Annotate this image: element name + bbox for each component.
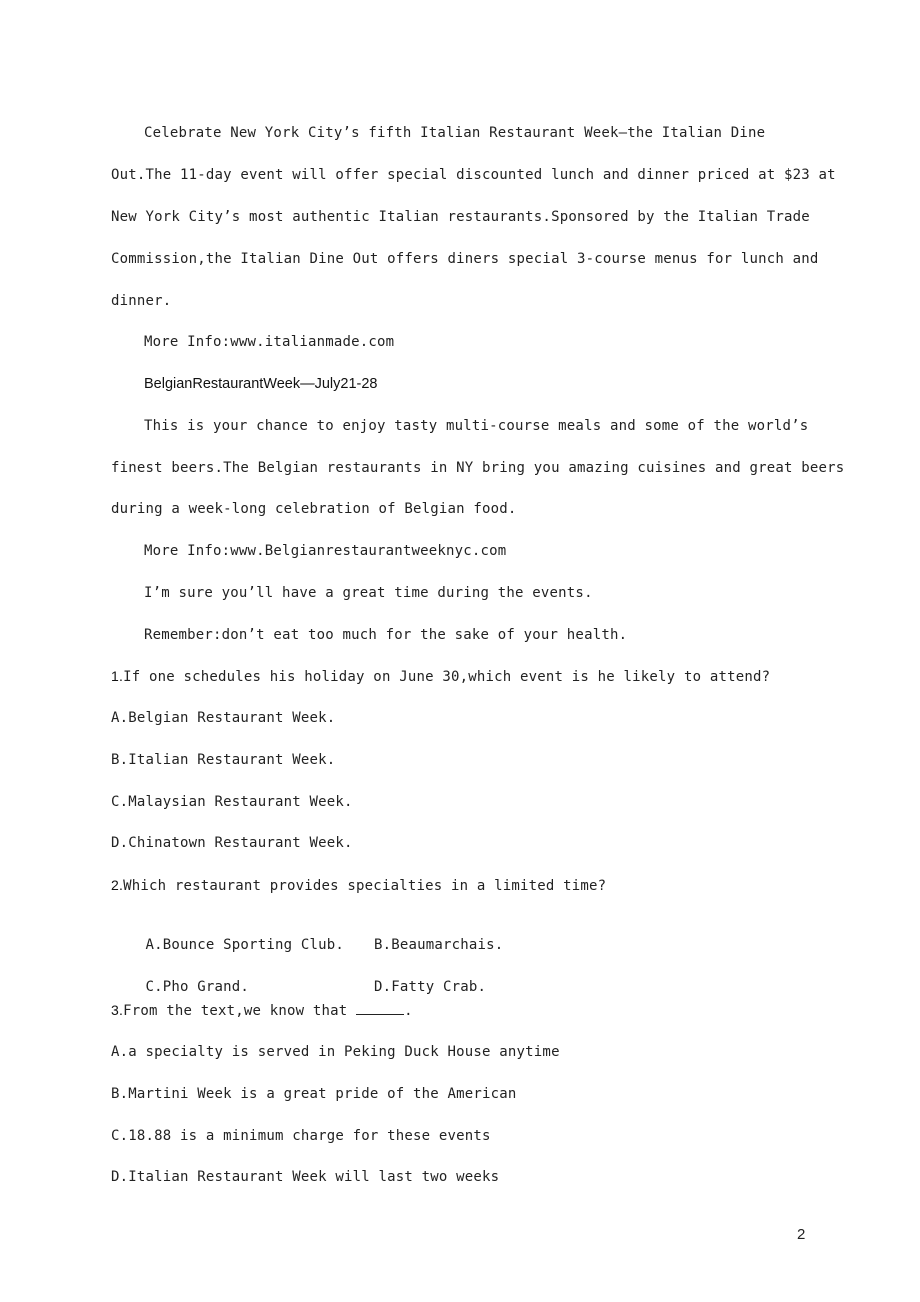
paragraph-line: during a week-long celebration of Belgian food. [111,501,517,517]
option-d: D.Italian Restaurant Week will last two weeks [111,1169,500,1185]
page-number: 2 [797,1226,806,1243]
paragraph-line: finest beers.The Belgian restaurants in NY bring you amazing cuisines and great beers [111,460,845,476]
question-text: Which restaurant provides specialties in a limited time? [123,878,607,894]
question-1 [111,667,770,686]
paragraph-line: Celebrate New York City’s fifth Italian Restaurant Week—the Italian Dine [144,125,766,141]
more-info-italian: More Info:www.italianmade.com [144,334,395,350]
option-a: A.Belgian Restaurant Week. [111,710,336,726]
option-c: C.Malaysian Restaurant Week. [111,794,353,810]
option-a: A.Bounce Sporting Club. [145,937,344,953]
option-c: C.18.88 is a minimum charge for these events [111,1128,491,1144]
option-b: B.Italian Restaurant Week. [111,752,336,768]
question-2 [111,876,606,895]
section-heading-belgian: BelgianRestaurantWeek—July21-28 [144,376,378,392]
question-end: . [404,1003,413,1019]
more-info-belgian: More Info:www.Belgianrestaurantweeknyc.com [144,543,507,559]
question-number: 2. [111,877,124,893]
paragraph-line: Commission,the Italian Dine Out offers diners special 3-course menus for lunch and [111,251,819,267]
answer-blank [356,1001,404,1015]
option-b: B.Martini Week is a great pride of the American [111,1086,517,1102]
question-3 [111,1001,413,1020]
option-b: B.Beaumarchais. [374,937,504,953]
paragraph-line: dinner. [111,293,172,309]
question-text: If one schedules his holiday on June 30,which event is he likely to attend? [123,669,771,685]
closing-line: Remember:don’t eat too much for the sake of your health. [144,627,628,643]
option-c: C.Pho Grand. [145,979,250,995]
paragraph-line: This is your chance to enjoy tasty multi-course meals and some of the world’s [144,418,809,434]
option-d: D.Fatty Crab. [374,979,487,995]
paragraph-line: New York City’s most authentic Italian restaurants.Sponsored by the Italian Trade [111,209,810,225]
question-number: 3. [111,1002,124,1018]
closing-line: I’m sure you’ll have a great time during the events. [144,585,593,601]
question-text: From the text,we know that [123,1003,357,1019]
option-a: A.a specialty is served in Peking Duck House anytime [111,1044,560,1060]
paragraph-line: Out.The 11-day event will offer special discounted lunch and dinner priced at $23 at [111,167,836,183]
question-number: 1. [111,668,124,684]
option-d: D.Chinatown Restaurant Week. [111,835,353,851]
